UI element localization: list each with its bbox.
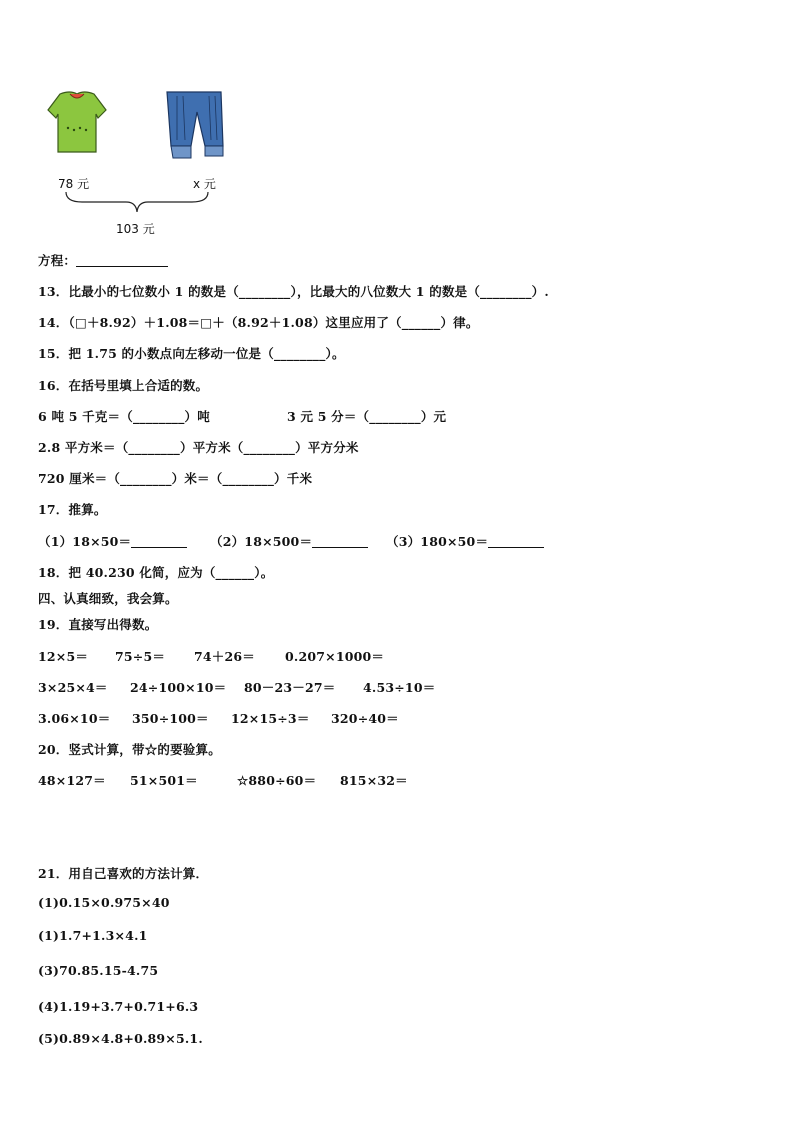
question-20-item-4: 815×32＝ — [340, 773, 408, 788]
answer-blank[interactable] — [312, 535, 368, 548]
question-16-row3: 720 厘米＝（________）米＝（________）千米 — [38, 471, 313, 486]
question-17-item-3: （3）180×50＝ — [386, 532, 544, 550]
question-19-r1-c2: 75÷5＝ — [115, 649, 166, 664]
equation-blank[interactable] — [76, 254, 168, 267]
question-20-item-2: 51×501＝ — [130, 773, 198, 788]
equation-row — [38, 251, 168, 269]
question-19-r1-c3: 74＋26＝ — [194, 649, 255, 664]
question-19-r3-c3: 12×15÷3＝ — [231, 711, 310, 726]
question-16-row2: 2.8 平方米＝（________）平方米（________）平方分米 — [38, 440, 359, 455]
question-16-row1-b: 3 元 5 分＝（________）元 — [287, 409, 447, 424]
shirt-illustration — [46, 88, 108, 154]
pants-illustration — [163, 90, 225, 162]
total-price: 103 元 — [116, 222, 155, 236]
answer-blank[interactable] — [131, 535, 187, 548]
question-19-r1-c4: 0.207×1000＝ — [285, 649, 385, 664]
question-19-r2-c2: 24÷100×10＝ — [130, 680, 227, 695]
question-21-item-3: (3)70.85.15-4.75 — [38, 963, 159, 978]
question-21-title: 21．用自己喜欢的方法计算． — [38, 866, 209, 881]
question-19-r2-c3: 80－23－27＝ — [244, 680, 336, 695]
question-21-item-2: (1)1.7+1.3×4.1 — [38, 928, 148, 943]
question-20-title: 20．竖式计算，带☆的要验算。 — [38, 742, 221, 757]
question-17-title: 17．推算。 — [38, 502, 107, 517]
question-15: 15．把 1.75 的小数点向左移动一位是（________）。 — [38, 346, 345, 361]
question-19-r2-c4: 4.53÷10＝ — [363, 680, 436, 695]
answer-blank[interactable] — [488, 535, 544, 548]
question-17-item-1: （1）18×50＝ — [38, 532, 187, 550]
question-21-item-5: (5)0.89×4.8+0.89×5.1. — [38, 1031, 203, 1046]
equation-label: 方程： — [38, 253, 77, 268]
question-18: 18．把 40.230 化简，应为（______）。 — [38, 565, 274, 580]
question-16-title: 16．在括号里填上合适的数。 — [38, 378, 209, 393]
question-16-row1-a: 6 吨 5 千克＝（________）吨 — [38, 409, 210, 424]
shirt-price: 78 元 — [58, 177, 90, 191]
question-19-title: 19．直接写出得数。 — [38, 617, 158, 632]
question-19-r2-c1: 3×25×4＝ — [38, 680, 108, 695]
question-20-item-1: 48×127＝ — [38, 773, 106, 788]
question-17-item-2: （2）18×500＝ — [210, 532, 368, 550]
question-19-r3-c4: 320÷40＝ — [331, 711, 399, 726]
question-19-r3-c1: 3.06×10＝ — [38, 711, 111, 726]
question-21-item-4: (4)1.19+3.7+0.71+6.3 — [38, 999, 199, 1014]
question-21-item-1: (1)0.15×0.975×40 — [38, 895, 170, 910]
question-13: 13．比最小的七位数小 1 的数是（________），比最大的八位数大 1 的数是（________）. — [38, 284, 549, 299]
question-14: 14．（□＋8.92）＋1.08＝□＋（8.92＋1.08）这里应用了（______）律。 — [38, 315, 479, 330]
pants-price: x 元 — [193, 177, 216, 191]
brace — [62, 192, 212, 216]
question-19-r1-c1: 12×5＝ — [38, 649, 89, 664]
section-4-heading: 四、认真细致，我会算。 — [38, 591, 178, 606]
question-19-r3-c2: 350÷100＝ — [132, 711, 209, 726]
question-20-item-3: ☆880÷60＝ — [237, 773, 317, 788]
